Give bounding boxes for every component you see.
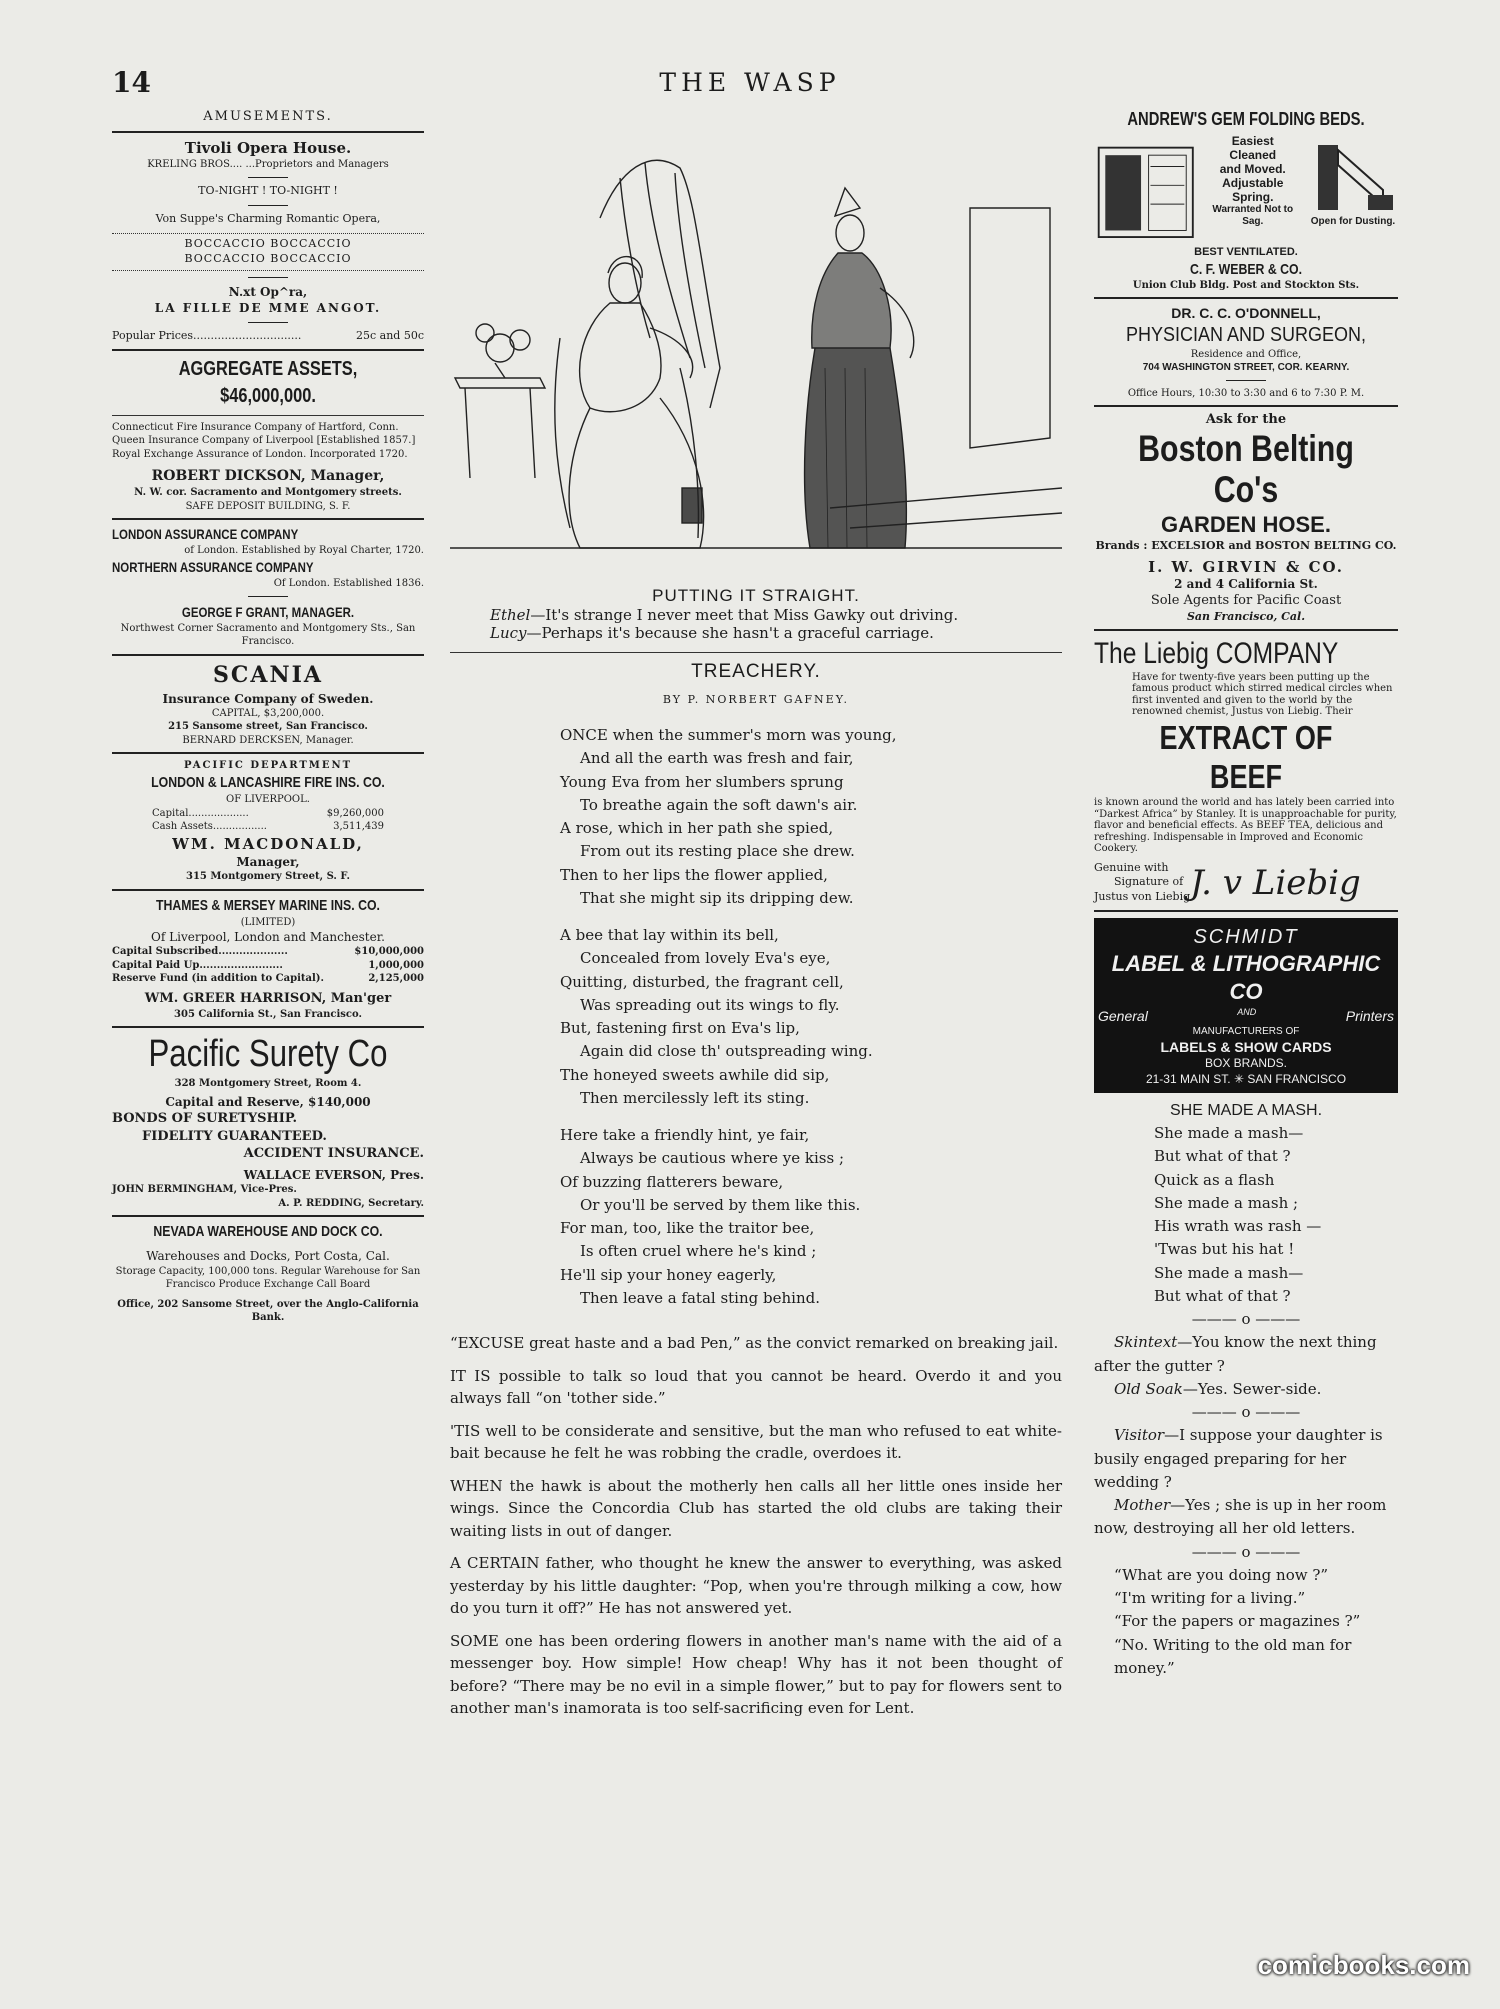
odonnell-hours: Office Hours, 10:30 to 3:30 and 6 to 7:30 P. M.: [1127, 388, 1365, 400]
liebig-text-1: Have for twenty-five years been putting up the famous product which stirred medical circles when first invented and given to the world by the renowned chemist, Justus von Liebig. Their: [1132, 671, 1393, 718]
prices-value: 25c and 50c: [356, 329, 424, 343]
macdonald-name: WM. MACDONALD,: [172, 834, 364, 853]
surety-line-1: BONDS OF SURETYSHIP.: [112, 1111, 297, 1127]
schmidt-line-4: 21-31 MAIN ST. ✳ SAN FRANCISCO: [1145, 1071, 1347, 1086]
mash-poem: [1094, 1122, 1398, 1308]
andrews-t2: Cleaned: [1229, 148, 1277, 163]
lancashire-of: OF LIVERPOOL.: [226, 794, 310, 806]
mash-line: 'Twas but his hat !: [1154, 1240, 1295, 1259]
poem-line: From out its resting place she drew.: [580, 842, 855, 861]
surety-address: 328 Montgomery Street, Room 4.: [174, 1077, 362, 1089]
thames-subscribed: Capital Subscribed.................... $10,000,000: [112, 946, 424, 958]
cartoon-drawing: [450, 108, 1062, 578]
surety-line-3: ACCIDENT INSURANCE.: [243, 1146, 424, 1162]
pacific-dept-heading: PACIFIC DEPARTMENT: [183, 760, 353, 772]
site-watermark: comicbooks.com: [1257, 1950, 1470, 1980]
joke-2: Visitor—I suppose your daughter is busily engaged preparing for her wedding ?: [1094, 1426, 1383, 1491]
surety-capital: Capital and Reserve, $140,000: [165, 1095, 371, 1110]
poem-line: Here take a friendly hint, ye fair,: [560, 1126, 810, 1144]
macdonald-address: 315 Montgomery Street, S. F.: [186, 871, 350, 883]
andrews-t6: Warranted Not to Sag.: [1212, 204, 1294, 227]
poem-line: Then mercilessly left its sting.: [580, 1088, 810, 1107]
boston-agents: Sole Agents for Pacific Coast: [1150, 592, 1342, 608]
poem-line: Then leave a fatal sting behind.: [580, 1288, 820, 1307]
andrews-company: C. F. WEBER & CO.: [1189, 260, 1303, 278]
poem-stanza-2: [560, 924, 1062, 1110]
boston-product: GARDEN HOSE.: [1161, 511, 1331, 537]
scania-address: 215 Sansome street, San Francisco.: [168, 721, 368, 733]
surety-line-2: FIDELITY GUARANTEED.: [142, 1128, 327, 1144]
boston-city: San Francisco, Cal.: [1186, 609, 1306, 623]
joke-3-line: “I'm writing for a living.”: [1114, 1589, 1306, 1608]
poem-line: Or you'll be served by them like this.: [580, 1195, 861, 1214]
poem-line: That she might sip its dripping dew.: [580, 888, 854, 907]
odonnell-residence: Residence and Office,: [1190, 349, 1302, 361]
poem-line: Young Eva from her slumbers sprung: [560, 772, 844, 791]
poem-title: TREACHERY.: [691, 661, 821, 682]
bed-cabinet-icon: [1094, 135, 1198, 245]
thames-paid: Capital Paid Up........................ 1,000,000: [112, 959, 424, 971]
liebig-signature-of: Signature of: [1114, 875, 1184, 889]
poem-stanza-3: [560, 1124, 1062, 1310]
thames-name: THAMES & MERSEY MARINE INS. CO.: [156, 896, 380, 914]
masthead-title: THE WASP: [659, 68, 841, 97]
macdonald-title: Manager,: [236, 854, 300, 869]
boston-ask: Ask for the: [1205, 412, 1287, 428]
page-number: 14: [112, 66, 151, 99]
mash-title: SHE MADE A MASH.: [1169, 1102, 1323, 1120]
poem-line: Was spreading out its wings to fly.: [580, 995, 840, 1014]
joke-3-line: “No. Writing to the old man for money.”: [1114, 1635, 1352, 1677]
london-manager: GEORGE F GRANT, MANAGER.: [181, 604, 355, 621]
lancashire-name: LONDON & LANCASHIRE FIRE INS. CO.: [151, 773, 385, 791]
thames-limited: (LIMITED): [240, 916, 296, 928]
aggregate-address: N. W. cor. Sacramento and Montgomery streets.: [134, 487, 402, 499]
scania-sub: Insurance Company of Sweden.: [162, 691, 374, 706]
andrews-heading: ANDREW'S GEM FOLDING BEDS.: [1127, 109, 1365, 129]
joke-3: [1094, 1564, 1398, 1680]
andrews-t8: BEST VENTILATED.: [1194, 246, 1298, 259]
poem-line: To breathe again the soft dawn's air.: [580, 795, 858, 814]
scania-capital: CAPITAL, $3,200,000.: [211, 707, 325, 719]
folding-bed-icon: [1308, 135, 1398, 215]
poem-line: For man, too, like the traitor bee,: [560, 1219, 815, 1237]
tivoli-tonight: TO-NIGHT ! TO-NIGHT !: [198, 184, 338, 198]
lucy-speaker: Lucy: [490, 624, 527, 642]
poem-line: Again did close th' outspreading wing.: [580, 1042, 873, 1061]
boccaccio-box: [112, 233, 424, 271]
andrews-t4: Adjustable: [1222, 175, 1284, 190]
aggregate-building: SAFE DEPOSIT BUILDING, S. F.: [185, 500, 351, 512]
thames-manager: WM. GREER HARRISON, Man'ger: [144, 990, 392, 1006]
liebig-name: The Liebig COMPANY: [1094, 636, 1339, 670]
liebig-signature: J. v Liebig: [1190, 862, 1361, 903]
poem-line: Concealed from lovely Eva's eye,: [580, 949, 831, 968]
liebig-text-2: is known around the world and has lately been carried into “Darkest Africa” by Stanley. It is unapproachable for purity, flavor and beneficial effects. As BEEF TEA, delicious and refreshing. Indispensable in Improved and Economic Cookery.: [1094, 797, 1397, 854]
thames-reserve: Reserve Fund (in addition to Capital). 2,125,000: [112, 973, 424, 985]
left-column: [112, 108, 424, 1325]
schmidt-name-2: LABEL & LITHOGRAPHIC CO: [1111, 950, 1381, 1005]
paragraph: 'TIS well to be considerate and sensitive, but the man who refused to eat white-bait because he felt he was robbing the cradle, overdoes it.: [450, 1421, 1062, 1462]
poem-line: ONCE when the summer's morn was young,: [560, 726, 897, 744]
joke-sep-2: ——— o ———: [1191, 1403, 1301, 1422]
surety-name: Pacific Surety Co: [148, 1033, 388, 1075]
joke-3-line: “What are you doing now ?”: [1114, 1565, 1329, 1584]
paragraphs: [450, 1332, 1062, 1720]
poem-line: Always be cautious where ye kiss ;: [580, 1149, 845, 1168]
right-column: [1094, 108, 1398, 1680]
liebig-signature-block: [1094, 861, 1398, 905]
mash-line: She made a mash ;: [1154, 1193, 1299, 1212]
odonnell-title: PHYSICIAN AND SURGEON,: [1125, 324, 1367, 347]
london-address: Northwest Corner Sacramento and Montgomery Sts., San Francisco.: [120, 622, 416, 648]
tivoli-proprietors: KRELING BROS.... ...Proprietors and Managers: [147, 158, 389, 170]
mash-line: Quick as a flash: [1154, 1170, 1275, 1189]
surety-secretary: A. P. REDDING, Secretary.: [278, 1197, 424, 1209]
andrews-ad: [1094, 135, 1398, 245]
amusements-heading: AMUSEMENTS.: [203, 109, 333, 124]
boston-address: 2 and 4 California St.: [1174, 577, 1318, 592]
mash-line: His wrath was rash —: [1154, 1217, 1322, 1236]
surety-president: WALLACE EVERSON, Pres.: [243, 1168, 424, 1183]
schmidt-name-1: SCHMIDT: [1193, 925, 1299, 948]
mash-line: But what of that ?: [1154, 1147, 1291, 1166]
mash-line: She made a mash—: [1154, 1263, 1304, 1282]
cartoon-line-1: Ethel—It's strange I never meet that Miss Gawky out driving.: [490, 606, 959, 624]
london-name-2: NORTHERN ASSURANCE COMPANY: [112, 558, 314, 575]
joke-sep-1: ——— o ———: [1191, 1310, 1301, 1329]
next-opera-title: LA FILLE DE MME ANGOT.: [154, 300, 382, 315]
middle-column: [450, 108, 1062, 1730]
lancashire-capital: Capital................... $9,260,000: [152, 807, 384, 819]
mash-line: She made a mash—: [1154, 1124, 1304, 1143]
scania-manager: BERNARD DERCKSEN, Manager.: [182, 734, 354, 746]
joke-2-reply: Mother—Yes ; she is up in her room now, destroying all her old letters.: [1094, 1496, 1387, 1538]
aggregate-line-2: Queen Insurance Company of Liverpool [Established 1857.]: [112, 435, 416, 447]
schmidt-line-1: MANUFACTURERS OF: [1192, 1026, 1300, 1038]
aggregate-line-1: Connecticut Fire Insurance Company of Hartford, Conn.: [112, 421, 399, 433]
poem-line: But, fastening first on Eva's lip,: [560, 1019, 800, 1037]
poem-line: Is often cruel where he's kind ;: [580, 1242, 817, 1261]
andrews-t1: Easiest: [1231, 134, 1274, 149]
poem-line: A bee that lay within its bell,: [560, 926, 779, 944]
poem-stanza-1: [560, 724, 1062, 910]
liebig-product: EXTRACT OF BEEF: [1159, 718, 1333, 796]
ethel-speaker: Ethel: [490, 606, 531, 624]
nevada-line-2: Storage Capacity, 100,000 tons. Regular Warehouse for San Francisco Produce Exchange Call Board: [115, 1265, 421, 1291]
boccaccio-line-2: BOCCACCIO BOCCACCIO: [184, 251, 352, 265]
schmidt-line-3: BOX BRANDS.: [1204, 1056, 1288, 1071]
schmidt-printers: Printers: [1345, 1007, 1394, 1024]
tivoli-name: Tivoli Opera House.: [184, 138, 352, 157]
boston-name: Boston Belting Co's: [1138, 428, 1354, 510]
boccaccio-line-1: BOCCACCIO BOCCACCIO: [184, 236, 352, 250]
nevada-line-3: Office, 202 Sansome Street, over the Anglo-California Bank.: [117, 1298, 419, 1324]
cartoon-line-2: Lucy—Perhaps it's because she hasn't a graceful carriage.: [490, 624, 934, 642]
popular-prices: [112, 329, 424, 344]
joke-1-reply: Old Soak—Yes. Sewer-side.: [1114, 1379, 1322, 1398]
scania-name: SCANIA: [213, 661, 323, 688]
mash-line: But what of that ?: [1154, 1286, 1291, 1305]
andrews-t7: Open for Dusting.: [1310, 216, 1396, 228]
lancashire-cash: Cash Assets................. 3,511,439: [152, 821, 384, 833]
cartoon-title: PUTTING IT STRAIGHT.: [652, 586, 860, 605]
aggregate-manager: ROBERT DICKSON, Manager,: [151, 468, 385, 485]
boston-brands: Brands : EXCELSIOR and BOSTON BELTING CO.: [1095, 539, 1397, 553]
poem-line: A rose, which in her path she spied,: [560, 819, 834, 837]
andrews-t3: and Moved.: [1219, 161, 1286, 176]
thames-of: Of Liverpool, London and Manchester.: [151, 930, 385, 945]
liebig-justus: Justus von Liebig: [1094, 889, 1191, 903]
next-opera-label: N.xt Op^ra,: [228, 284, 308, 299]
boston-company: I. W. GIRVIN & CO.: [1148, 557, 1344, 576]
schmidt-line-2: LABELS & SHOW CARDS: [1160, 1039, 1332, 1056]
surety-vice: JOHN BERMINGHAM, Vice-Pres.: [112, 1184, 297, 1196]
liebig-genuine: Genuine with: [1094, 861, 1169, 875]
cartoon-illustration: [450, 108, 1062, 578]
tivoli-opera-desc: Von Suppe's Charming Romantic Opera,: [155, 212, 381, 226]
nevada-line-1: Warehouses and Docks, Port Costa, Cal.: [146, 1249, 390, 1264]
paragraph: IT IS possible to talk so loud that you cannot be heard. Overdo it and you always fall “on 'tother side.”: [450, 1366, 1062, 1407]
paragraph: A CERTAIN father, who thought he knew the answer to everything, was asked yesterday by his little daughter: “Pop, when you're through milking a cow, how do you turn it off?” He has not answered yet.: [450, 1554, 1062, 1617]
joke-sep-3: ——— o ———: [1191, 1542, 1301, 1561]
aggregate-line-3: Royal Exchange Assurance of London. Incorporated 1720.: [112, 448, 408, 460]
nevada-name: NEVADA WAREHOUSE AND DOCK CO.: [153, 1223, 383, 1241]
poem-line: Quitting, disturbed, the fragrant cell,: [560, 972, 844, 991]
odonnell-address: 704 WASHINGTON STREET, COR. KEARNY.: [1142, 362, 1350, 374]
joke-1: Skintext—You know the next thing after the gutter ?: [1094, 1333, 1377, 1375]
paragraph: SOME one has been ordering flowers in another man's name with the aid of a messenger boy. How simple! How cheap! Why has it not been thought of before? “There may be no evil in a simple flower,” but to pay for flowers sent to another man's inamorata is too self-sacrificing even for Lent.: [450, 1631, 1062, 1717]
poem-line: The honeyed sweets awhile did sip,: [560, 1065, 830, 1084]
poem-byline: BY P. NORBERT GAFNEY.: [662, 693, 850, 706]
andrews-address: Union Club Bldg. Post and Stockton Sts.: [1132, 280, 1360, 292]
poem-line: And all the earth was fresh and fair,: [580, 749, 854, 768]
london-est-1: of London. Established by Royal Charter, 1720.: [184, 545, 424, 557]
london-name-1: LONDON ASSURANCE COMPANY: [112, 526, 299, 543]
andrews-t5: Spring.: [1232, 189, 1274, 204]
schmidt-ad: [1094, 918, 1398, 1094]
paragraph: “EXCUSE great haste and a bad Pen,” as the convict remarked on breaking jail.: [450, 1334, 1059, 1352]
thames-address: 305 California St., San Francisco.: [174, 1008, 362, 1020]
joke-3-line: “For the papers or magazines ?”: [1114, 1612, 1361, 1631]
poem-line: Of buzzing flatterers beware,: [560, 1172, 784, 1191]
poem-line: He'll sip your honey eagerly,: [560, 1265, 777, 1284]
london-est-2: Of London. Established 1836.: [273, 577, 424, 589]
aggregate-heading: AGGREGATE ASSETS, $46,000,000.: [178, 357, 358, 407]
poem-line: Then to her lips the flower applied,: [560, 865, 828, 884]
odonnell-name: DR. C. C. O'DONNELL,: [1171, 305, 1321, 322]
schmidt-general: General: [1098, 1007, 1148, 1024]
prices-label: Popular Prices...............................: [112, 329, 302, 343]
paragraph: WHEN the hawk is about the motherly hen calls all her little ones inside her wings. Since the Concordia Club has started the old clubs are taking their waiting lists in out of danger.: [450, 1476, 1062, 1540]
schmidt-and: AND: [1237, 1006, 1257, 1017]
